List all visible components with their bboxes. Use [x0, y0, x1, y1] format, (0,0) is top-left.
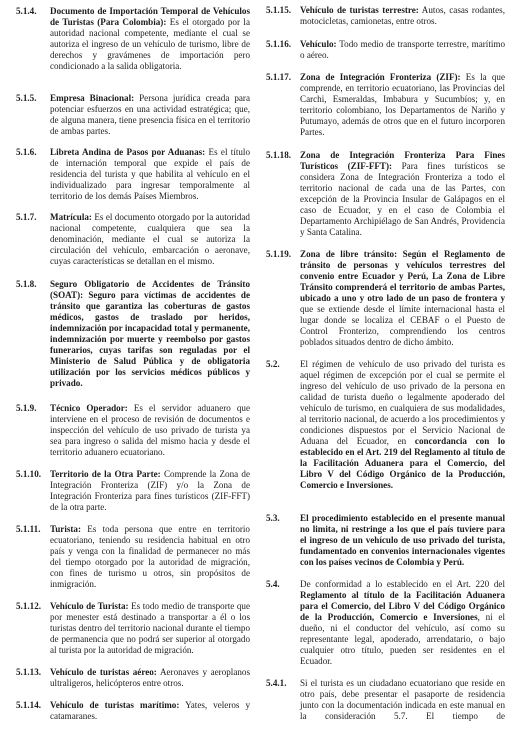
item-body: Es todo medio de transporte que por menester está destinado a transportar a él o los turistas dentro del territorio nacional durante el tiempo de permanencia que no podrá ser superior al otorgado al turista por la autoridad de migración.: [50, 601, 250, 655]
item-number: 5.1.14.: [16, 700, 42, 710]
item-text: [50, 403, 250, 458]
item-body: Seguro para víctimas de accidentes de tránsito que garantiza las coberturas de gastos médicos, gastos de traslado por heridos, indemnización por incapacidad total y permanente, indemnización por muerte y reembolso por gastos funerarios, cuyas tarifas son reguladas por el Ministerio de Salud Pública y de obligatoria utilización por los servicios médicos públicos y privado.: [50, 290, 250, 388]
definition-5-1-14: [16, 700, 250, 722]
clause-5-4-1: [266, 678, 505, 722]
item-term: Técnico Operador:: [50, 403, 128, 413]
clause-5-3: [266, 513, 505, 568]
item-body: Es la que comprende, en territorio ecuatoriano, las Provincias del Carchi, Esmeraldas, Imbabura y Sucumbíos; y, en territorio colombiano, los Departamentos de Nariño y Putumayo, además de otros que en el futuro incorporen Partes.: [300, 72, 505, 137]
item-number: 5.1.10.: [16, 469, 42, 479]
item-text: [50, 469, 250, 513]
item-number: 5.1.7.: [16, 212, 37, 222]
item-number: 5.2.: [266, 359, 280, 369]
item-body: que se extiende desde el límite internacional hasta el lugar donde se localiza el CEBAF o el Puesto de Control Fronterizo, comprendiendo los centros poblados situados dentro de dicho ámbito.: [300, 304, 505, 347]
item-number: 5.1.13.: [16, 667, 42, 677]
item-term: Seguro Obligatorio de Accidentes de Tránsito (SOAT):: [50, 279, 250, 300]
item-text: [300, 678, 505, 722]
item-body: Para fines turísticos se considera Zona de Integración Fronteriza a todo el territorio nacional de cada una de las Partes, con excepción de la Provincia Insular de Galápagos en el caso de Ecuador, y en el caso de Colombia el Departamento Archipiélago de San Andrés, Providencia y Santa Catalina.: [300, 161, 505, 237]
item-term: Zona de Integración Fronteriza Para Fines Turísticos (ZIF-FFT):: [300, 150, 505, 171]
item-body: Comprende la Zona de Integración Fronteriza (ZIF) y/o la Zona de Integración Fronteriza para fines turísticos (ZIF-FFT) de la otra parte.: [50, 469, 250, 512]
item-body: , ni el dueño, ni el conductor del vehículo, así como su representante legal, apoderado, arrendatario, o bajo cualquier otro título, pueden ser residentes en el Ecuador.: [300, 612, 505, 666]
item-term: Vehículo de turistas terrestre:: [300, 5, 419, 15]
item-body: Yates, veleros y catamaranes.: [50, 700, 251, 721]
item-text: [300, 579, 505, 667]
definition-5-1-19: [266, 249, 505, 348]
item-body: Es el otorgado por la autoridad nacional competente, mediante el cual se autoriza el ingreso de un vehículo de turismo, libre de derechos y gravámenes de importación pero condicionado a la salida obligatoria.: [50, 17, 250, 71]
item-text: [50, 212, 250, 267]
item-text: [300, 249, 505, 348]
item-body: El procedimiento establecido en el presente manual no limita, ni restringe a los que el país tuviere para el ingreso de un vehículo de uso privado del turista, fundamentado en convenios internacionales vigentes con los países vecinos de Colombia y Perú.: [300, 513, 505, 567]
clause-5-4: [266, 579, 505, 667]
definition-5-1-8: [16, 279, 250, 389]
item-number: 5.1.6.: [16, 147, 37, 157]
item-term: Territorio de la Otra Parte:: [50, 469, 161, 479]
clause-5-2: [266, 359, 505, 491]
definition-5-1-11: [16, 524, 250, 590]
item-body-bold: concordancia con lo establecido en el Art. 219 del Reglamento al título de la Facilitación Aduanera para el Comercio, del Libro V del Código Orgánico de la Producción, Comercio e Inversiones.: [300, 436, 506, 490]
item-term: Zona de libre tránsito:: [300, 249, 398, 259]
item-term: Documento de Importación Temporal de Vehículos de Turistas (Para Colombia):: [50, 6, 250, 27]
item-text: [300, 359, 505, 491]
item-text: [50, 524, 250, 590]
item-number: 5.1.8.: [16, 279, 37, 289]
item-number: 5.1.12.: [16, 601, 42, 611]
item-number: 5.1.17.: [266, 72, 292, 82]
item-term: Zona de Integración Fronteriza (ZIF):: [300, 72, 461, 82]
definition-5-1-4: [16, 6, 250, 72]
definition-5-1-12: [16, 601, 250, 656]
item-body: Aeronaves y aeroplanos ultraligeros, helicópteros entre otros.: [50, 667, 250, 688]
item-body: Es el documento otorgado por la autoridad nacional competente, cualquiera que sea la denominación, mediante el cual se autoriza la circulación del vehículo, embarcación o aeronave, cuyas características se detallan en el mismo.: [50, 212, 250, 266]
item-number: 5.1.18.: [266, 150, 292, 160]
definition-5-1-13: [16, 667, 250, 689]
item-body: Si el turista es un ciudadano ecuatoriano que reside en otro país, debe presentar el pasaporte de residencia junto con la documentación indicada en este manual en la consideración 5.7. El tiempo de: [300, 678, 505, 721]
item-number: 5.4.1.: [266, 678, 287, 688]
item-number: 5.3.: [266, 513, 280, 523]
item-number: 5.1.11.: [16, 524, 41, 534]
item-body: El régimen de vehículo de uso privado del turista es aquel régimen de excepción por el cual se permite el ingreso del vehículo de uso privado de la persona en calidad de turista dueño o legalmente apoderado del vehículo de turismo, en cualquiera de sus modalidades, al territorio nacional, de acuerdo a los procedimientos y condiciones dispuestos por el Servicio Nacional de Aduana del Ecuador, en: [300, 359, 505, 446]
item-text: [300, 513, 505, 568]
item-number: 5.1.15.: [266, 5, 292, 15]
definition-5-1-9: [16, 403, 250, 458]
item-body: Es el título de internación temporal que expide el país de residencia del turista y que habilita al vehículo en el individualizado para ingresar temporalmente al territorio de los demás Países Miembros.: [50, 147, 250, 201]
item-number: 5.1.16.: [266, 39, 292, 49]
item-term: Vehículo de turistas marítimo:: [50, 700, 180, 710]
item-text: [50, 93, 250, 137]
item-term: Vehículo de Turista:: [50, 601, 129, 611]
item-number: 5.1.4.: [16, 6, 37, 16]
item-term: Empresa Binacional:: [50, 93, 135, 103]
item-text: [300, 5, 505, 27]
definition-5-1-5: [16, 93, 250, 137]
item-body-bold: Reglamento al título de la Facilitación Aduanera para el Comercio, del Libro V del Código Orgánico de la Producción, Comercio e Inversiones: [300, 590, 505, 622]
definition-5-1-18: [266, 150, 505, 238]
item-text: [50, 601, 250, 656]
item-text: [50, 147, 250, 202]
item-body: Persona jurídica creada para potenciar esfuerzos en una actividad estratégica; que, de alguna manera, tiene presencia física en el territorio de ambas partes.: [50, 93, 250, 136]
item-text: [50, 700, 250, 722]
item-term: Turista:: [50, 524, 81, 534]
item-body-bold: Según el Reglamento de tránsito de personas y vehículos terrestres del convenio entre Ecuador y Perú, La Zona de Libre Tránsito comprenderá el territorio de ambas Partes, ubicado a uno y otro lado de un paso de frontera y: [300, 249, 505, 303]
item-number: 5.4.: [266, 579, 280, 589]
item-text: [300, 150, 505, 238]
item-body: Todo medio de transporte terrestre, marítimo o aéreo.: [300, 39, 506, 60]
item-text: [300, 72, 505, 138]
definition-5-1-6: [16, 147, 250, 202]
left-column: [16, 0, 250, 749]
item-body: Autos, casas rodantes, motocicletas, camionetas, entre otros.: [300, 5, 505, 26]
right-column: [266, 0, 505, 749]
item-term: Vehículo de turistas aéreo:: [50, 667, 157, 677]
item-term: Matrícula:: [50, 212, 92, 222]
definition-5-1-10: [16, 469, 250, 513]
item-text: [300, 39, 505, 61]
item-text: [50, 6, 250, 72]
item-number: 5.1.19.: [266, 249, 292, 259]
item-number: 5.1.9.: [16, 403, 37, 413]
definition-5-1-15: [266, 5, 505, 27]
item-term: Libreta Andina de Pasos por Aduanas:: [50, 147, 206, 157]
item-number: 5.1.5.: [16, 93, 37, 103]
item-body: Es toda persona que entre en territorio ecuatoriano, teniendo su residencia habitual en otro país y venga con la finalidad de permanecer no más del tiempo otorgado por la autoridad de migración, con fines de turismo u otros, sin propósitos de inmigración.: [50, 524, 250, 589]
item-text: [50, 667, 250, 689]
item-term: Vehículo:: [300, 39, 337, 49]
definition-5-1-7: [16, 212, 250, 267]
definition-5-1-16: [266, 39, 505, 61]
item-body: Es el servidor aduanero que interviene en el proceso de revisión de documentos e inspección del vehículo de uso privado de turista ya sea para ingreso o salida del mismo hacia y desde el territorio aduanero ecuatoriano.: [50, 403, 250, 457]
definition-5-1-17: [266, 72, 505, 138]
item-text: [50, 279, 250, 389]
item-body: De conformidad a lo establecido en el Art. 220 del: [300, 579, 505, 589]
